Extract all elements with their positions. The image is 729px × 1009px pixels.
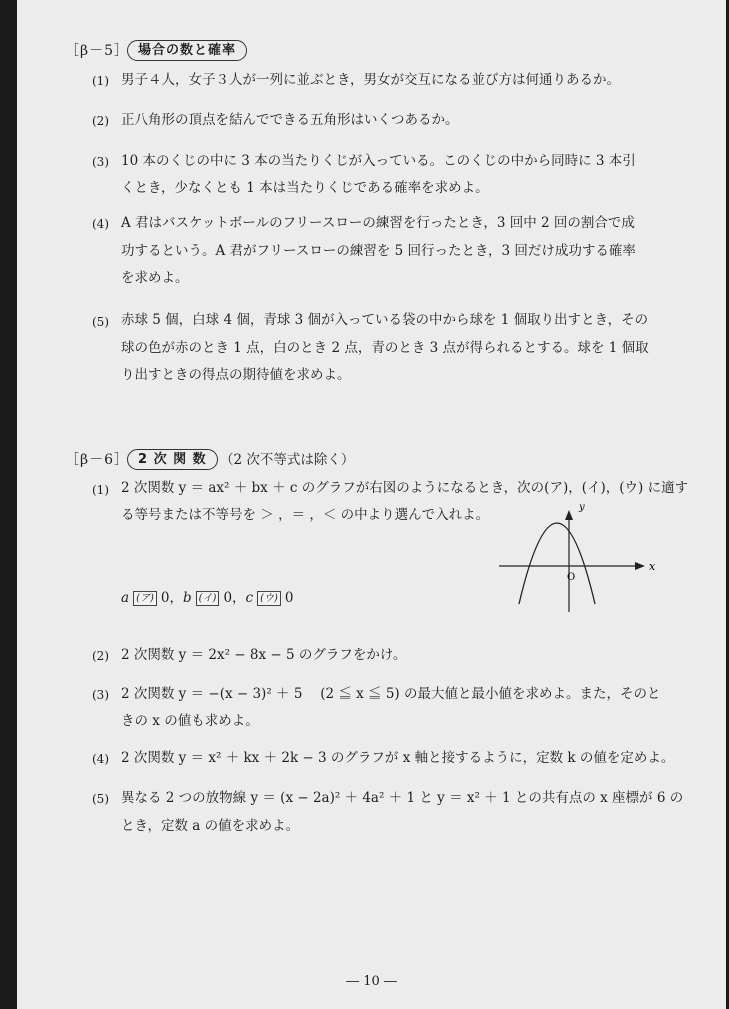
b6-q1-text-line2: る等号または不等号を ＞ ，＝ ，＜ の中より選んで入れよ。 <box>121 507 490 523</box>
zero-a: 0 <box>160 590 170 606</box>
b6-q4-number: (4) <box>92 752 109 766</box>
b5-q3-text-line2: くとき，少なくとも 1 本は当たりくじである確率を求めよ。 <box>121 180 489 196</box>
b5-q3-text-line1: 10 本のくじの中に 3 本の当たりくじが入っている。このくじの中から同時に 3 本引 <box>121 153 636 169</box>
b5-q3-number: (3) <box>92 155 109 169</box>
var-a: a <box>121 590 130 606</box>
section-b5-label: ［β－5］ <box>65 43 130 59</box>
b6-q3-text-line1: 2 次関数 y ＝ −(x − 3)² ＋ 5 (2 ≦ x ≦ 5) の最大値と最小値を求めよ。また，そのと <box>121 686 661 702</box>
zero-c: 0 <box>284 590 294 606</box>
comma-b: ， <box>232 590 246 606</box>
b5-q4-number: (4) <box>92 217 109 231</box>
origin-label: O <box>567 572 576 583</box>
y-axis-label: y <box>579 502 585 513</box>
worksheet-page <box>17 0 726 1009</box>
b6-q5-text-line2: とき，定数 a の値を求めよ。 <box>121 818 300 834</box>
y-axis-arrow <box>565 510 573 520</box>
b6-q5-number: (5) <box>92 792 109 806</box>
b6-q1-answer-row <box>121 590 294 606</box>
parabola-graph <box>495 500 655 615</box>
section-b6-note: （2 次不等式は除く） <box>220 452 355 468</box>
b5-q2-text: 正八角形の頂点を結んでできる五角形はいくつあるか。 <box>121 112 459 128</box>
answer-box-c[interactable]: (ウ) <box>257 591 281 606</box>
answer-box-b[interactable]: (イ) <box>196 591 220 606</box>
b5-q5-text-line3: り出すときの得点の期待値を求めよ。 <box>121 367 351 383</box>
b6-q1-text-line1: 2 次関数 y ＝ ax² ＋ bx ＋ c のグラフが右図のようになるとき，次の(ア)，(イ)，(ウ) に適す <box>121 480 689 496</box>
b5-q1-text: 男子４人，女子３人が一列に並ぶとき，男女が交互になる並び方は何通りあるか。 <box>121 72 620 88</box>
b6-q5-text-line1: 異なる 2 つの放物線 y ＝ (x − 2a)² ＋ 4a² ＋ 1 と y ＝ x² ＋ 1 との共有点の x 座標が 6 の <box>121 790 684 806</box>
b6-q3-text-line2: きの x の値も求めよ。 <box>121 713 259 729</box>
b5-q2-number: (2) <box>92 114 109 128</box>
b6-q2-text: 2 次関数 y ＝ 2x² − 8x − 5 のグラフをかけ。 <box>121 647 407 663</box>
b5-q4-text-line2: 功するという。A 君がフリースローの練習を 5 回行ったとき，3 回だけ成功する確率 <box>121 243 636 259</box>
section-b6-label: ［β－6］ <box>65 452 130 468</box>
b6-q4-text: 2 次関数 y ＝ x² ＋ kx ＋ 2k − 3 のグラフが x 軸と接するように，定数 k の値を定めよ。 <box>121 750 675 766</box>
section-b6-title: 2 次 関 数 <box>127 449 218 470</box>
answer-box-a[interactable]: (ア) <box>133 591 157 606</box>
b5-q4-text-line1: A 君はバスケットボールのフリースローの練習を行ったとき，3 回中 2 回の割合で成 <box>121 215 635 231</box>
parabola-curve <box>519 523 595 604</box>
b5-q5-number: (5) <box>92 315 109 329</box>
b5-q5-text-line2: 球の色が赤のとき 1 点，白のとき 2 点，青のとき 3 点が得られるとする。球を 1 個取 <box>121 340 649 356</box>
section-b5-title: 場合の数と確率 <box>127 40 247 61</box>
b5-q5-text-line1: 赤球 5 個，白球 4 個，青球 3 個が入っている袋の中から球を 1 個取り出すとき，その <box>121 312 649 328</box>
var-c: c <box>245 590 254 606</box>
b5-q4-text-line3: を求めよ。 <box>121 270 189 286</box>
x-axis-arrow <box>635 562 645 570</box>
comma-a: ， <box>169 590 183 606</box>
page-number: ― 10 ― <box>346 974 397 989</box>
b6-q2-number: (2) <box>92 649 109 663</box>
b6-q1-number: (1) <box>92 483 109 497</box>
b6-q3-number: (3) <box>92 688 109 702</box>
b5-q1-number: (1) <box>92 74 109 88</box>
x-axis-label: x <box>649 560 655 573</box>
zero-b: 0 <box>223 590 233 606</box>
var-b: b <box>182 590 192 606</box>
